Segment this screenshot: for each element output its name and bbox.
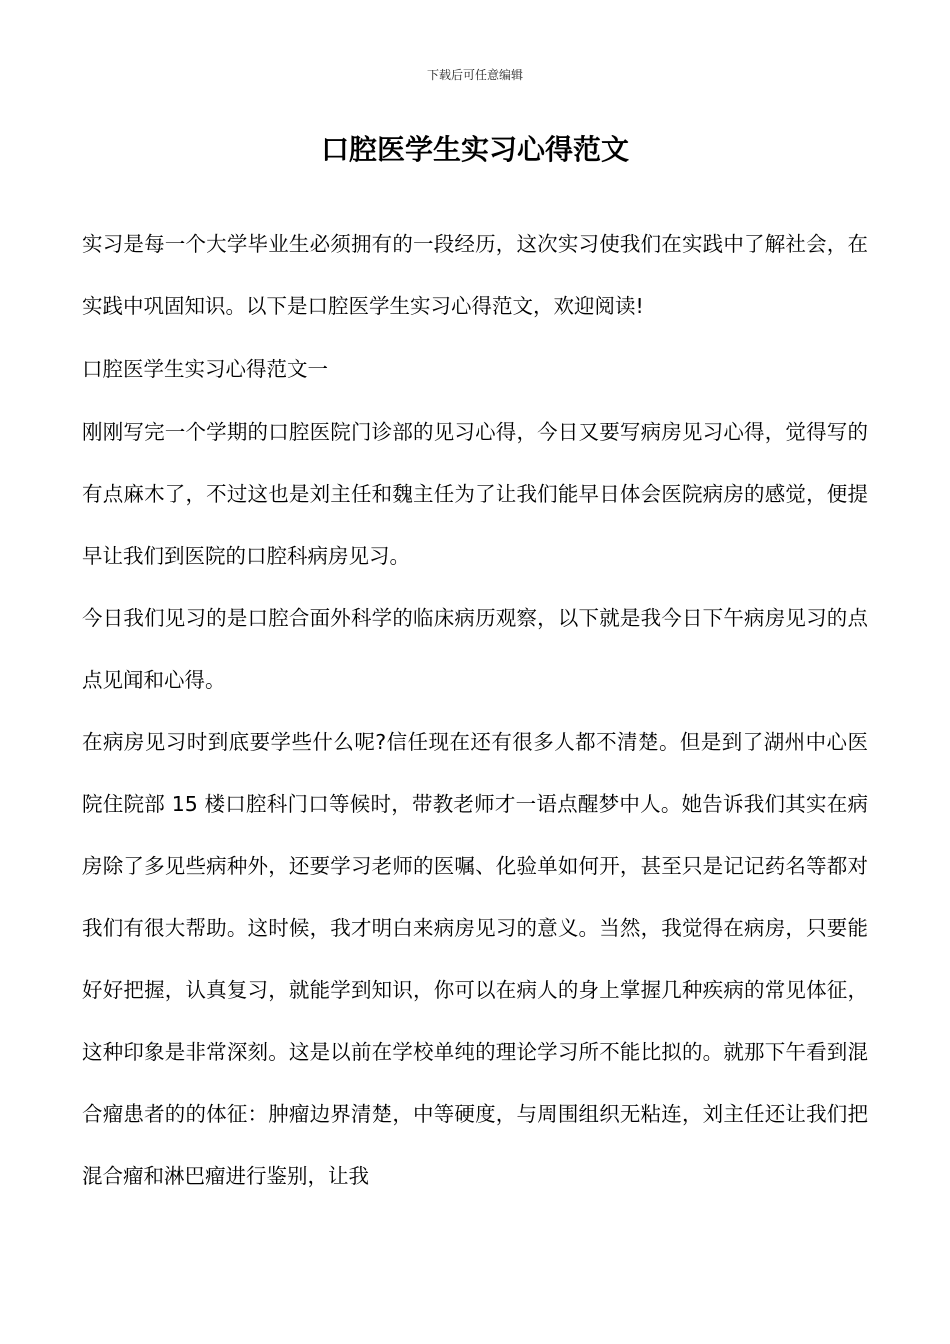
body-paragraph: 在病房见习时到底要学些什么呢?信任现在还有很多人都不清楚。但是到了湖州中心医院住院部 15 楼口腔科门口等候时，带教老师才一语点醒梦中人。她告诉我们其实在病房除了多见些病种外，还要学习老师的医嘱、化验单如何开，甚至只是记记药名等都对我们有很大帮助。这时候，我才明白来病房见习的意义。当然，我觉得在病房，只要能好好把握，认真复习，就能学到知识，你可以在病人的身上掌握几种疾病的常见体征，这种印象是非常深刻。这是以前在学校单纯的理论学习所不能比拟的。就那下午看到混合瘤患者的的体征：肿瘤边界清楚，中等硬度，与周围组织无粘连，刘主任还让我们把混合瘤和淋巴瘤进行鉴别，让我 (82, 730, 868, 1188)
header-note: 下载后可任意编辑 (426, 68, 523, 82)
intro-paragraph: 实习是每一个大学毕业生必须拥有的一段经历，这次实习使我们在实践中了解社会，在实践中巩固知识。以下是口腔医学生实习心得范文，欢迎阅读! (82, 232, 868, 318)
body-paragraph: 刚刚写完一个学期的口腔医院门诊部的见习心得，今日又要写病房见习心得，觉得写的有点麻木了，不过这也是刘主任和魏主任为了让我们能早日体会医院病房的感觉，便提早让我们到医院的口腔科病房见习。 (82, 420, 868, 568)
section-heading: 口腔医学生实习心得范文一 (82, 357, 328, 381)
document-body (82, 213, 868, 1207)
body-paragraph: 今日我们见习的是口腔合面外科学的临床病历观察，以下就是我今日下午病房见习的点点见闻和心得。 (82, 606, 868, 692)
document-title: 口腔医学生实习心得范文 (320, 133, 629, 166)
